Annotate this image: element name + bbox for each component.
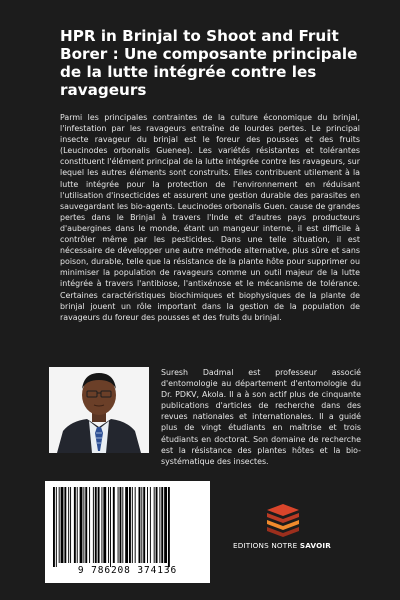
barcode-bar <box>113 487 115 563</box>
barcode-bar <box>161 487 163 563</box>
barcode-bar <box>95 487 97 563</box>
barcode-bar <box>143 487 145 563</box>
barcode-bar <box>108 487 109 563</box>
barcode <box>45 481 210 583</box>
barcode-bar <box>56 487 57 567</box>
barcode-bar <box>68 487 69 563</box>
barcode-bar <box>98 487 100 563</box>
barcode-bar <box>154 487 155 563</box>
barcode-bar <box>139 487 141 563</box>
barcode-bar <box>125 487 128 563</box>
isbn-barcode-icon <box>51 487 204 567</box>
publisher-logo <box>266 500 300 542</box>
barcode-bar <box>101 487 102 563</box>
barcode-bar <box>70 487 71 563</box>
barcode-bar <box>61 487 64 563</box>
barcode-bar <box>150 487 151 563</box>
barcode-bar <box>77 487 78 563</box>
barcode-bar <box>110 487 111 567</box>
barcode-bar <box>53 487 55 567</box>
barcode-bar <box>89 487 90 563</box>
barcode-bar <box>59 487 60 563</box>
barcode-bar <box>85 487 87 563</box>
barcode-bar <box>129 487 131 563</box>
barcode-bar <box>103 487 106 563</box>
book-title: HPR in Brinjal to Shoot and Fruit Borer : Une composante principale de la lutte intégrée contre les ravageurs <box>60 27 358 99</box>
stacked-books-logo-icon <box>266 500 300 538</box>
barcode-bar <box>164 487 167 563</box>
barcode-bar <box>74 487 76 563</box>
barcode-bar <box>83 487 84 563</box>
isbn-number: 9 786208 374136 <box>77 565 178 576</box>
publisher-prefix: EDITIONS NOTRE <box>232 541 300 550</box>
barcode-bar <box>122 487 123 563</box>
author-photo <box>49 367 149 453</box>
barcode-bar <box>118 487 119 563</box>
book-summary: Parmi les principales contraintes de la culture économique du brinjal, l'infestation par les ravageurs entraîne de lourdes pertes. Le principal insecte ravageur du brinjal est le foreur des pousses et des fruits (Leucinodes orbonalis Guenee). Les variétés résistantes et tolérantes constituent l'élément principal de la lutte intégrée contre les ravageurs, sur lequel les autres éléments sont construits. Elles contribuent utilement à la lutte intégrée pour la protection de l'environnement en réduisant l'utilisation d'insecticides et assurent une gestion durable des parasites en sauvegardant les bio-agents. Leucinodes orbonalis Guen. cause de grandes pertes dans le Brinjal à travers l'Inde et d'autres pays producteurs d'aubergines dans le monde, étant un mangeur interne, il est difficile à contrôler même par les pesticides. Dans une telle situation, il est nécessaire de développer une autre méthode alternative, plus sûre et sans poison, durable, telle que la résistance de la plante hôte pour supprimer ou minimiser la population de ravageurs comme un outil majeur de la lutte intégrée à travers l'antibiose, l'antixénose et le mécanisme de tolérance. Certaines caractéristiques biochimiques et biophysiques de la plante de brinjal jouent un rôle important dans la gestion de la population de ravageurs du foreur des pousses et des fruits du brinjal. <box>60 113 360 322</box>
barcode-bar <box>156 487 158 563</box>
barcode-bar <box>93 487 94 563</box>
barcode-bar <box>64 487 66 563</box>
barcode-bar <box>132 487 133 563</box>
barcode-bar <box>168 487 170 567</box>
author-bio: Suresh Dadmal est professeur associé d'entomologie au département d'entomologie du Dr. PDKV, Akola. Il a à son actif plus de cinquante publications d'articles de recherche dans des revues nationales et internationales. Il a guidé plus de vingt étudiants en maîtrise et trois étudiants en doctorat. Son domaine de recherche est la résistance des plantes hôtes et la bio-systématique des insectes. <box>161 368 361 466</box>
publisher-suffix: SAVOIR <box>299 541 332 550</box>
barcode-bar <box>141 487 142 563</box>
barcode-bar <box>135 487 136 563</box>
author-portrait-icon <box>49 367 149 453</box>
barcode-bar <box>147 487 148 563</box>
barcode-bar <box>120 487 122 563</box>
barcode-bar <box>159 487 160 563</box>
barcode-bar <box>80 487 83 563</box>
publisher-name <box>232 541 332 550</box>
